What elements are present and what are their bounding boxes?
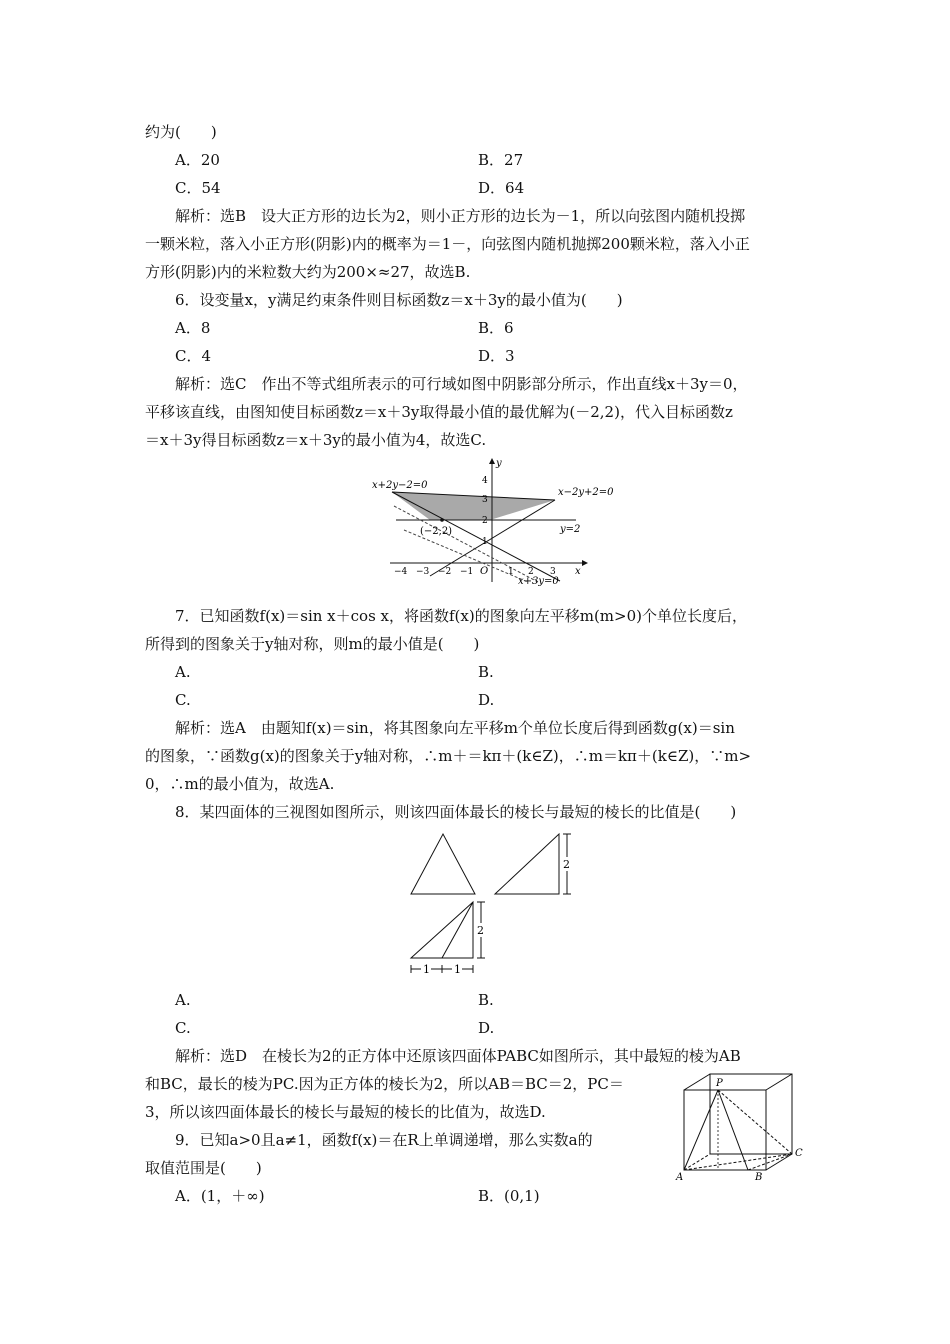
tick-x-neg1: −1 <box>460 567 474 577</box>
q5-solution-line-2: 一颗米粒，落入小正方形(阴影)内的概率为＝1－，向弦图内随机抛掷200颗米粒，落入小正 <box>145 235 750 253</box>
q8-option-b: B. <box>478 991 494 1009</box>
q7-option-d: D. <box>478 691 495 709</box>
q6-solution-line-3: ＝x＋3y得目标函数z＝x＋3y的最小值为4，故选C. <box>145 431 487 449</box>
cube-edge-tr <box>766 1074 792 1090</box>
q5-solution-line-3: 方形(阴影)内的米粒数大约为200×≈27，故选B. <box>145 263 471 281</box>
front-view <box>411 834 475 894</box>
q8-solution-line-1: 解析：选D 在棱长为2的正方体中还原该四面体PABC如图所示，其中最短的棱为AB <box>175 1047 741 1065</box>
label-line1: x+2y−2=0 <box>372 480 428 491</box>
top-dim-h1-label: 1 <box>423 963 430 976</box>
tick-y-2: 2 <box>482 516 488 526</box>
q5-stem-tail: 约为( ) <box>145 123 217 141</box>
optimal-point <box>440 518 444 522</box>
cube-label-P: P <box>716 1078 723 1089</box>
side-dim-label: 2 <box>563 858 570 871</box>
tick-x-2: 2 <box>528 567 534 577</box>
label-point: (−2,2) <box>420 526 453 537</box>
q5-option-a: A．20 <box>175 151 220 169</box>
q5-option-c: C．54 <box>175 179 221 197</box>
tick-x-neg3: −3 <box>416 567 430 577</box>
label-x+3y0: x+3y=0 <box>518 576 559 587</box>
top-dim-h2-label: 1 <box>454 963 461 976</box>
q8-solution-line-2: 和BC，最长的棱为PC.因为正方体的棱长为2，所以AB＝BC＝2，PC＝ <box>145 1075 624 1093</box>
q7-solution-line-1: 解析：选A 由题知f(x)＝sin，将其图象向左平移m个单位长度后得到函数g(x)＝sin <box>175 719 735 737</box>
q6-option-b: B．6 <box>478 319 514 337</box>
q7-option-a: A. <box>175 663 191 681</box>
q8-option-c: C. <box>175 1019 191 1037</box>
feasible-region-graph <box>370 456 615 588</box>
tick-x-neg4: −4 <box>394 567 408 577</box>
edge-PA <box>684 1090 718 1170</box>
q6-solution-line-1: 解析：选C 作出不等式组所表示的可行域如图中阴影部分所示，作出直线x＋3y＝0， <box>175 375 748 393</box>
q7-option-b: B. <box>478 663 494 681</box>
q5-option-d: D．64 <box>478 179 525 197</box>
q7-solution-line-2: 的图象，∵函数g(x)的图象关于y轴对称，∴m＋＝kπ＋(k∈Z)，∴m＝kπ＋(k∈Z)，∵m> <box>145 747 752 765</box>
tick-x-neg2: −2 <box>438 567 452 577</box>
q6-stem: 6．设变量x，y满足约束条件则目标函数z＝x＋3y的最小值为( ) <box>175 291 623 309</box>
q5-solution-line-1: 解析：选B 设大正方形的边长为2，则小正方形的边长为－1，所以向弦图内随机投掷 <box>175 207 746 225</box>
cube-diagram <box>672 1064 812 1184</box>
top-dim-v-label: 2 <box>477 924 484 937</box>
cube-label-B: B <box>755 1172 763 1183</box>
edge-PC <box>718 1090 792 1154</box>
top-view-inner-edge <box>442 902 473 958</box>
q8-option-d: D. <box>478 1019 495 1037</box>
q7-stem-line-1: 7．已知函数f(x)＝sin x＋cos x，将函数f(x)的图象向左平移m(m>0)个单位长度后， <box>175 607 747 625</box>
cube-edge-tl <box>684 1074 710 1090</box>
tick-y-1: 1 <box>482 537 488 547</box>
label-origin: O <box>480 566 489 577</box>
label-x-axis: x <box>575 566 581 577</box>
q8-option-a: A. <box>175 991 191 1009</box>
label-y2: y=2 <box>560 524 581 535</box>
q7-stem-line-2: 所得到的图象关于y轴对称，则m的最小值是( ) <box>145 635 480 653</box>
q8-solution-line-3: 3，所以该四面体最长的棱长与最短的棱长的比值为，故选D. <box>145 1103 546 1121</box>
edge-AC <box>684 1154 792 1170</box>
q6-option-c: C．4 <box>175 347 212 365</box>
q9-option-a: A．(1，＋∞) <box>175 1187 265 1205</box>
top-view <box>411 902 473 958</box>
q6-option-a: A．8 <box>175 319 211 337</box>
side-view <box>495 834 559 894</box>
tick-x-3: 3 <box>550 567 556 577</box>
cube-label-A: A <box>676 1172 684 1183</box>
edge-PB <box>718 1090 748 1170</box>
q9-stem-line-2: 取值范围是( ) <box>145 1159 262 1177</box>
q7-option-c: C. <box>175 691 191 709</box>
three-view-diagram <box>405 826 585 984</box>
q8-stem: 8．某四面体的三视图如图所示，则该四面体最长的棱长与最短的棱长的比值是( ) <box>175 803 737 821</box>
q5-option-b: B．27 <box>478 151 524 169</box>
tick-y-3: 3 <box>482 495 488 505</box>
tick-y-4: 4 <box>482 476 488 486</box>
q6-option-d: D．3 <box>478 347 515 365</box>
q7-solution-line-3: 0，∴m的最小值为，故选A. <box>145 775 335 793</box>
tick-x-1: 1 <box>508 567 514 577</box>
cube-label-C: C <box>795 1148 803 1159</box>
label-line2: x−2y+2=0 <box>558 487 614 498</box>
q6-solution-line-2: 平移该直线，由图知使目标函数z＝x＋3y取得最小值的最优解为(－2,2)，代入目标函数z <box>145 403 733 421</box>
x-axis-arrow <box>582 560 588 566</box>
q9-option-b: B．(0,1) <box>478 1187 540 1205</box>
y-axis-arrow <box>489 458 495 464</box>
q9-stem-line-1: 9．已知a>0且a≠1，函数f(x)＝在R上单调递增，那么实数a的 <box>175 1131 593 1149</box>
label-y-axis: y <box>496 458 502 469</box>
cube-front-face <box>684 1090 766 1170</box>
